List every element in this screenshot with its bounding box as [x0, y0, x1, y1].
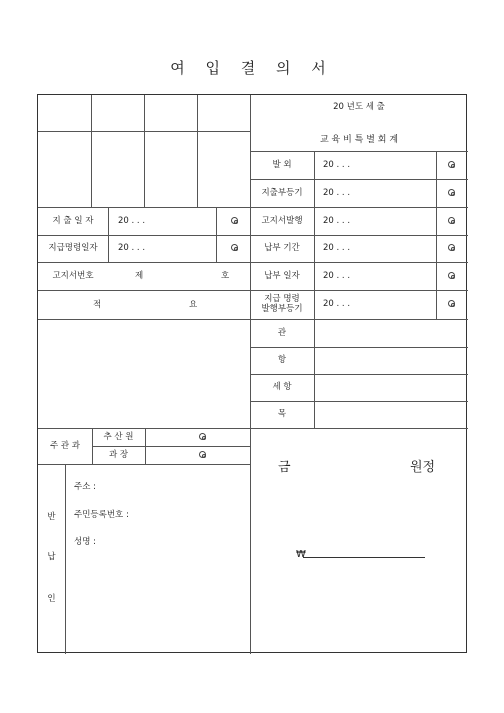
row-date: 20 . . .: [323, 216, 351, 226]
seal-icon: [231, 217, 238, 224]
approval-line: [38, 131, 250, 132]
row-date: 20 . . .: [323, 160, 351, 170]
right-divider: [314, 151, 315, 319]
page-title: 여 입 결 의 서: [170, 59, 334, 77]
pay-order-date-value: 20 . . .: [118, 243, 146, 253]
account-header: 교 육 비 특 별 회 계: [319, 135, 399, 145]
row-line: [38, 428, 468, 429]
row-label-line1: 지급 명령: [264, 294, 300, 304]
row-date: 20 . . .: [323, 188, 351, 198]
seal-icon: [231, 244, 238, 251]
row-label: 납부 일자: [264, 271, 300, 281]
budget-divider: [314, 319, 315, 428]
right-line: [250, 347, 468, 348]
row-date: 20 . . .: [323, 271, 351, 281]
row-line: [38, 262, 468, 263]
chief-label: 과 장: [108, 450, 129, 460]
hang-label: 항: [277, 355, 287, 365]
row-label: 납부 기간: [264, 243, 300, 253]
row-label: 발 외: [272, 160, 292, 170]
payer-char: 반: [47, 512, 56, 522]
row-line: [38, 290, 468, 291]
right-divider: [436, 151, 437, 319]
summary-label-left: 적: [93, 300, 102, 310]
right-line: [250, 401, 468, 402]
row-label: 지출부등기: [261, 188, 303, 198]
spend-date-value: 20 . . .: [118, 216, 146, 226]
payer-address-label: 주소 :: [74, 482, 96, 492]
notice-no-label: 고지서번호: [52, 271, 94, 281]
seal-icon: [448, 300, 455, 307]
mok-label: 목: [277, 409, 287, 419]
middle-divider: [250, 428, 251, 654]
row-date: 20 . . .: [323, 243, 351, 253]
seal-icon: [448, 189, 455, 196]
row-date: 20 . . .: [323, 299, 351, 309]
row-label: 고지서발행: [261, 216, 303, 226]
won-symbol: ₩: [296, 549, 306, 560]
seal-icon: [448, 272, 455, 279]
sehang-label: 세 항: [272, 382, 292, 392]
payer-char: 인: [47, 594, 56, 604]
right-line: [250, 374, 468, 375]
row-label-line2: 발행부등기: [261, 304, 303, 314]
amount-label: 금: [278, 460, 291, 475]
spend-date-label: 지 출 일 자: [52, 216, 94, 226]
payer-rrn-label: 주민등록번호 :: [74, 510, 129, 520]
gwan-label: 관: [277, 328, 287, 338]
dept-label: 주 관 과: [49, 441, 81, 451]
official-label: 추 산 원: [103, 432, 134, 442]
summary-label-right: 요: [189, 300, 198, 310]
dept-line: [38, 464, 250, 465]
amount-unit: 원정: [410, 460, 436, 475]
row-line: [38, 319, 468, 320]
year-header: 20 년도 세 출: [333, 102, 385, 112]
left-divider: [216, 207, 217, 235]
dept-line: [92, 446, 250, 447]
payer-char: 납: [47, 552, 56, 562]
payer-divider: [65, 464, 66, 654]
notice-no-prefix: 제: [135, 271, 144, 281]
row-line: [38, 235, 468, 236]
seal-icon: [199, 451, 206, 458]
resolution-form: [37, 94, 467, 653]
pay-order-date-label: 지급명령일자: [48, 243, 98, 253]
left-divider: [216, 235, 217, 262]
seal-icon: [448, 217, 455, 224]
seal-icon: [199, 433, 206, 440]
approval-divider: [197, 95, 198, 207]
approval-divider: [91, 95, 92, 207]
left-divider: [108, 207, 109, 263]
approval-divider: [144, 95, 145, 207]
notice-no-suffix: 호: [221, 271, 230, 281]
seal-icon: [448, 161, 455, 168]
seal-icon: [448, 244, 455, 251]
row-line: [38, 207, 468, 208]
amount-underline: [303, 557, 425, 558]
payer-name-label: 성명 :: [74, 537, 96, 547]
